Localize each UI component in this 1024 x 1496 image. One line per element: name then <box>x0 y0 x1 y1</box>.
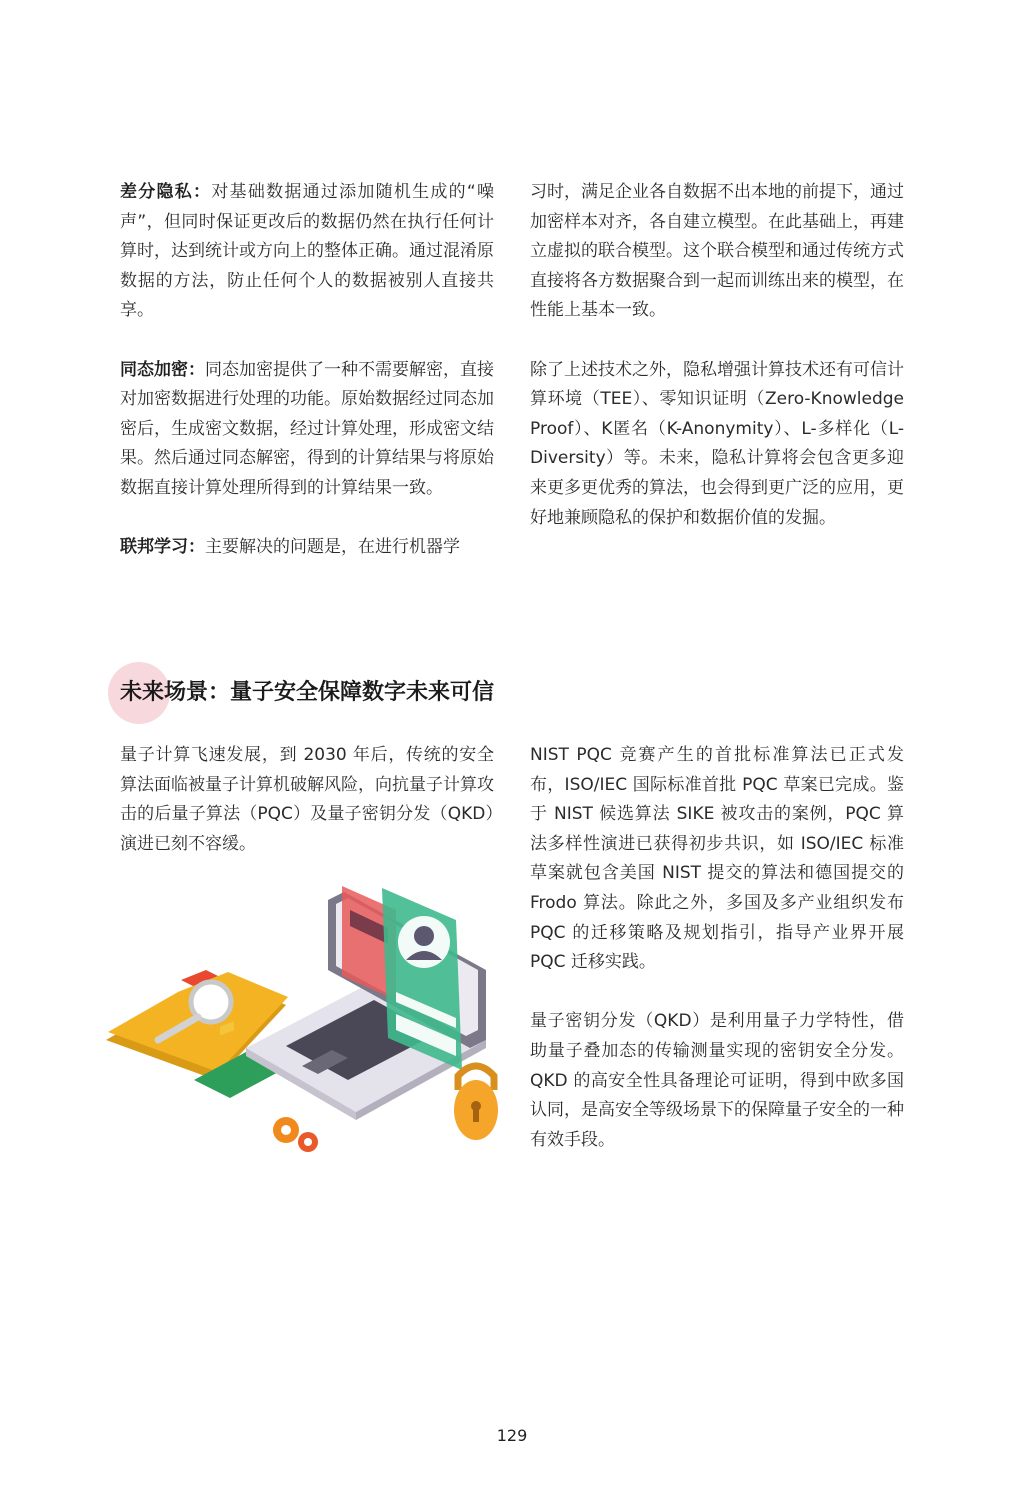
top-left-column <box>120 178 494 563</box>
paragraph-text: 对基础数据通过添加随机生成的“噪声”，但同时保证更改后的数据仍然在执行任何计算时，达到统计或方向上的整体正确。通过混淆原数据的方法，防止任何个人的数据被别人直接共享。 <box>120 182 494 321</box>
bottom-right-column <box>530 741 904 1155</box>
paragraph-other-techniques: 除了上述技术之外，隐私增强计算技术还有可信计算环境（TEE）、零知识证明（Zero-Knowledge Proof）、K匿名（K-Anonymity）、L-多样化（L-Diversity）等。未来，隐私计算将会包含更多迎来更多更优秀的算法，也会得到更广泛的应用，更好地兼顾隐私的保护和数据价值的发掘。 <box>530 359 904 528</box>
paragraph-federated-learning-cont: 习时，满足企业各自数据不出本地的前提下，通过加密样本对齐，各自建立模型。在此基础上，再建立虚拟的联合模型。这个联合模型和通过传统方式直接将各方数据聚合到一起而训练出来的模型，在性能上基本一致。 <box>530 182 904 321</box>
paragraph-text: 主要解决的问题是，在进行机器学 <box>205 537 460 558</box>
gears-icon <box>273 1117 318 1152</box>
paragraph-nist-pqc: NIST PQC 竞赛产生的首批标准算法已正式发布，ISO/IEC 国际标准首批 PQC 草案已完成。鉴于 NIST 候选算法 SIKE 被攻击的案例，PQC 算法多样性演进已获得初步共识，如 ISO/IEC 标准草案就包含美国 NIST 提交的算法和德国提交的 Frodo 算法。除此之外，多国及多产业组织发布 PQC 的迁移策略及规划指引，指导产业界开展 PQC 迁移实践。 <box>530 745 904 973</box>
paragraph-quantum-intro: 量子计算飞速发展，到 2030 年后，传统的安全算法面临被量子计算机破解风险，向抗量子计算攻击的后量子算法（PQC）及量子密钥分发（QKD）演进已刻不容缓。 <box>120 745 494 854</box>
term-homomorphic-encryption: 同态加密： <box>120 359 205 380</box>
paragraph-homomorphic-encryption <box>120 356 494 504</box>
term-differential-privacy: 差分隐私： <box>120 182 212 202</box>
page-number: 129 <box>496 1426 528 1445</box>
paragraph-differential-privacy <box>120 178 494 326</box>
bottom-left-column <box>120 741 494 859</box>
paragraph-qkd: 量子密钥分发（QKD）是利用量子力学特性，借助量子叠加态的传输测量实现的密钥安全分发。QKD 的高安全性具备理论可证明，得到中欧多国认同，是高安全等级场景下的保障量子安全的一种有效手段。 <box>530 1011 904 1150</box>
padlock-icon <box>454 1066 498 1140</box>
top-right-column <box>530 178 904 533</box>
security-illustration <box>106 880 498 1162</box>
paragraph-federated-learning <box>120 533 494 563</box>
term-federated-learning: 联邦学习： <box>120 537 205 558</box>
paragraph-text: 同态加密提供了一种不需要解密，直接对加密数据进行处理的功能。原始数据经过同态加密后，生成密文数据，经过计算处理，形成密文结果。然后通过同态解密，得到的计算结果与将原始数据直接计算处理所得到的计算结果一致。 <box>120 359 494 498</box>
section-heading: 未来场景：量子安全保障数字未来可信 <box>120 680 495 705</box>
